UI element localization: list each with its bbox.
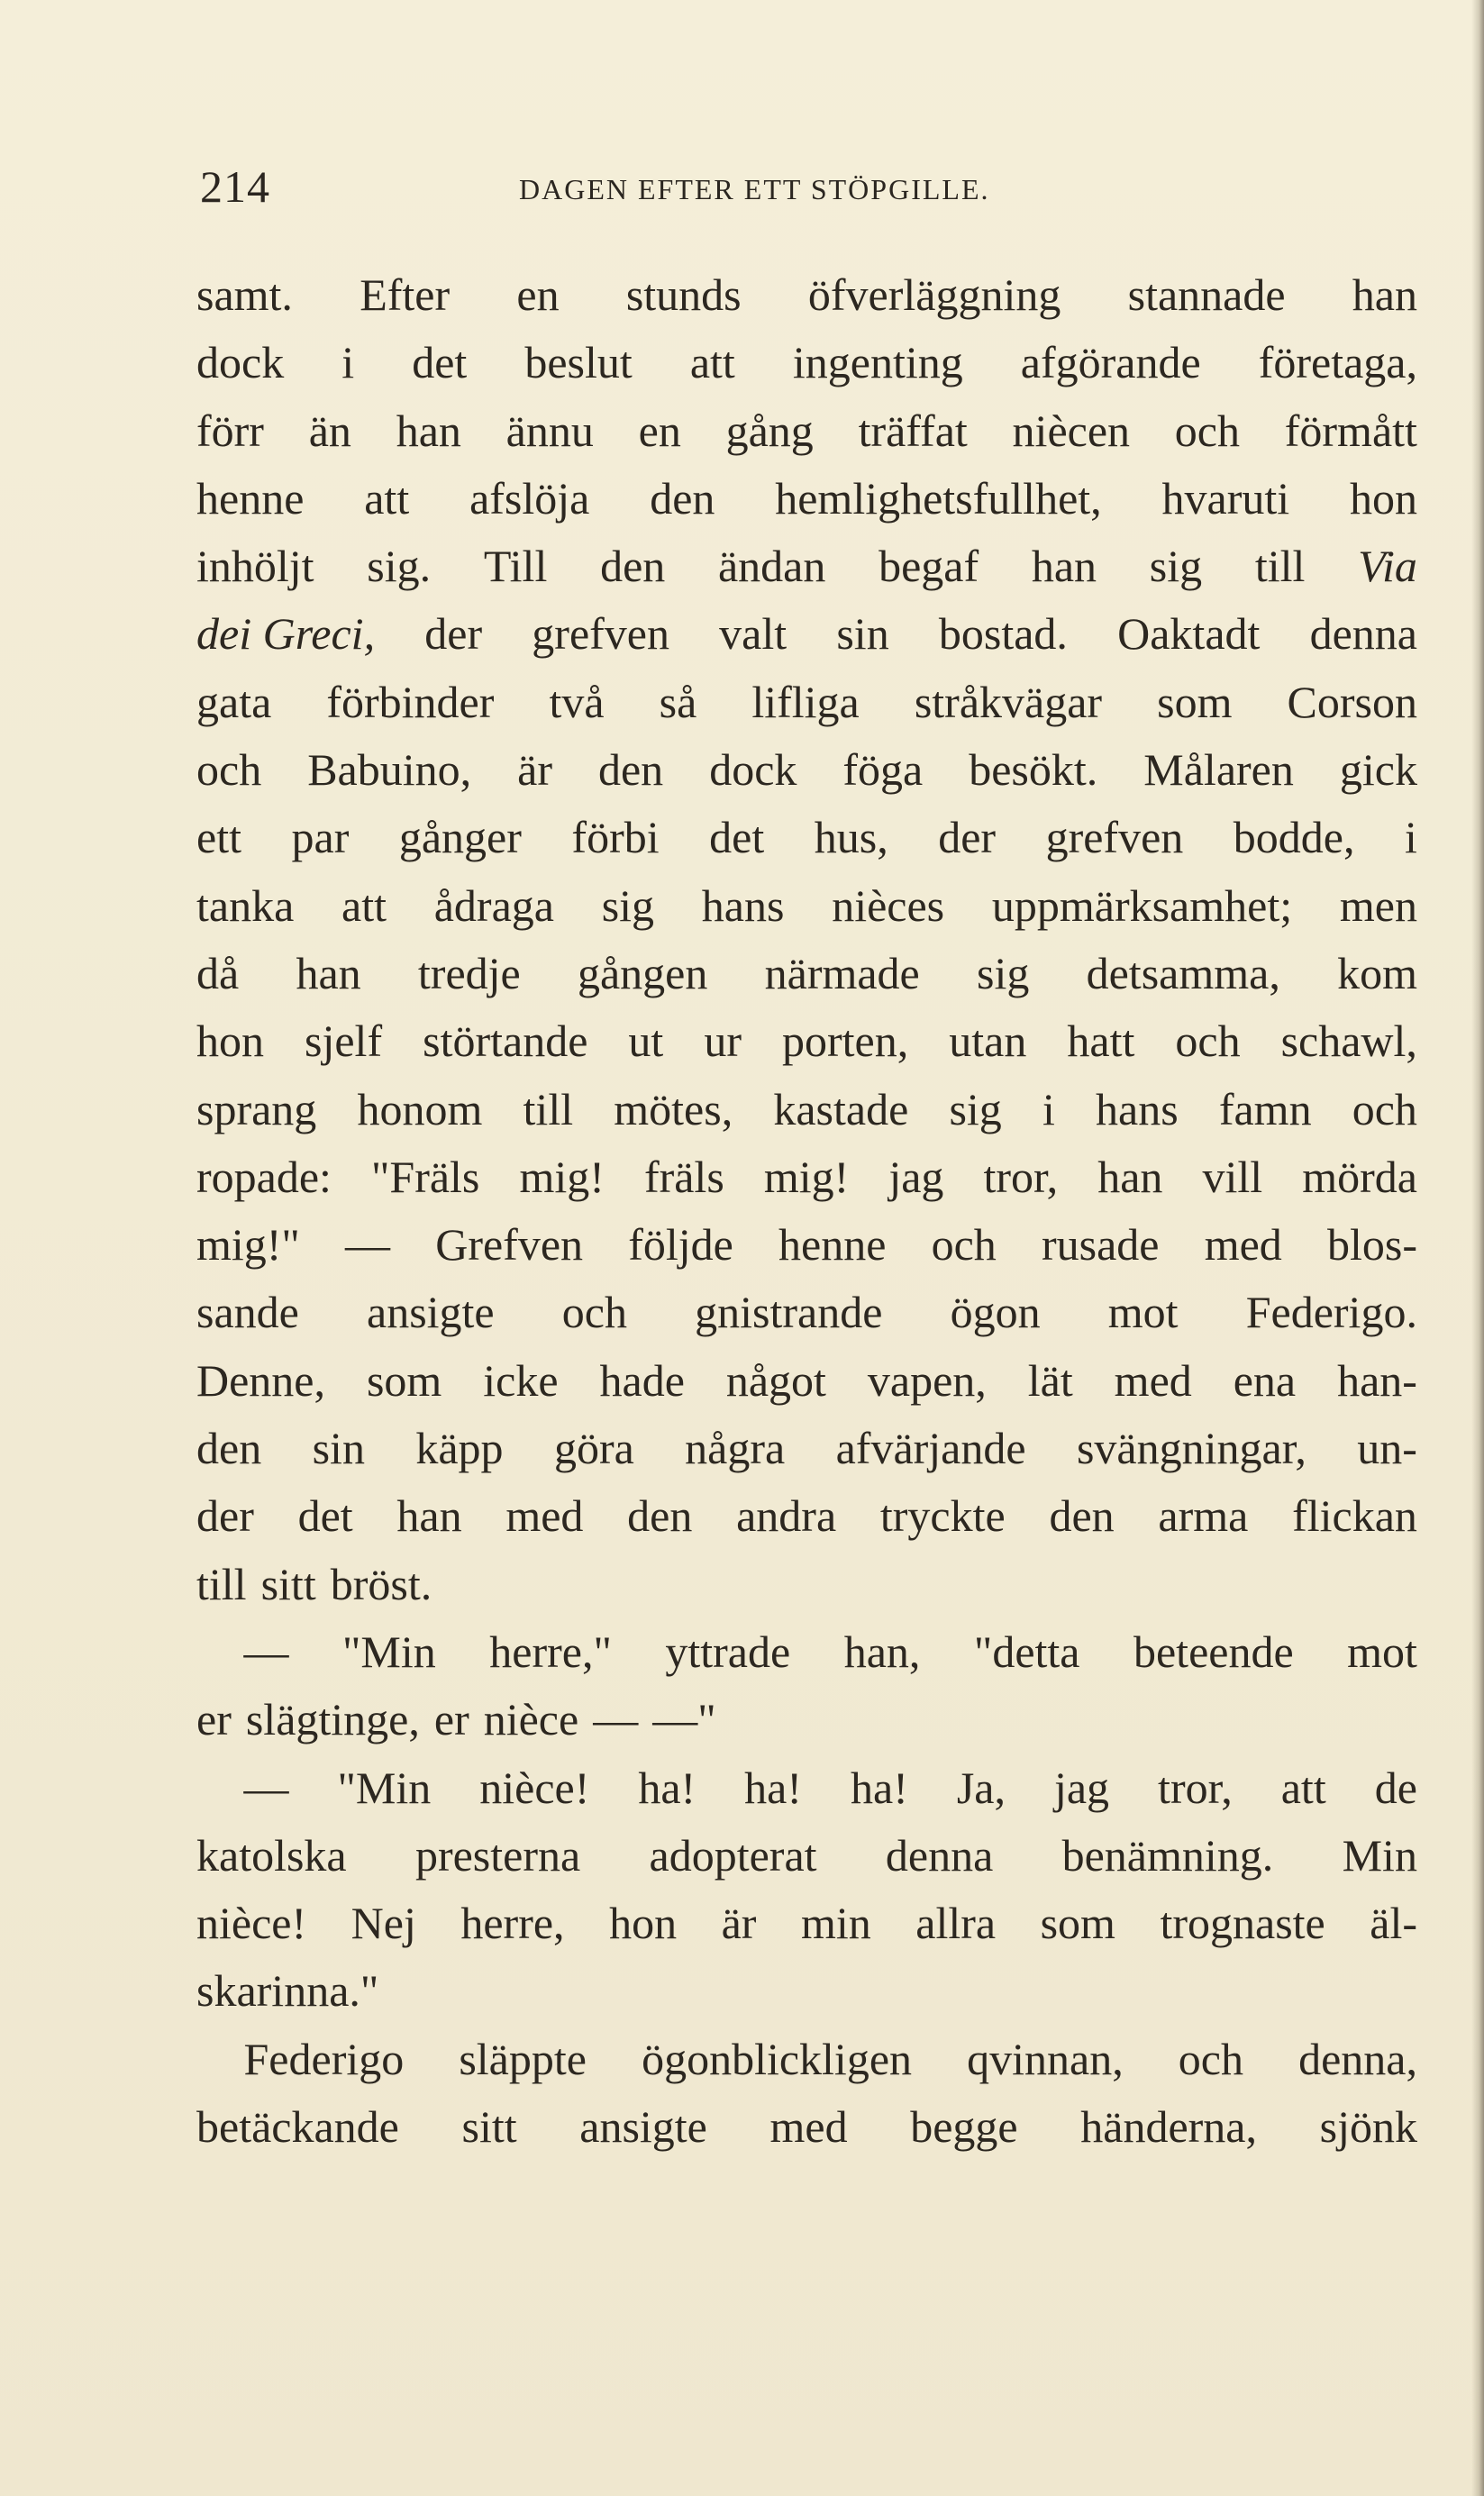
word: träffat xyxy=(858,405,968,456)
word: — xyxy=(243,1626,289,1677)
text-line xyxy=(196,600,1417,668)
word: sin xyxy=(836,608,889,660)
word: den xyxy=(597,744,664,796)
word: svängningar, xyxy=(1076,1423,1306,1474)
word: allra xyxy=(915,1898,997,1949)
word: förbinder xyxy=(326,676,495,727)
word: något xyxy=(725,1354,826,1406)
word: Babuino, xyxy=(307,744,472,796)
word: företaga, xyxy=(1258,337,1417,388)
word: afvärjande xyxy=(835,1423,1026,1474)
word: han xyxy=(1031,541,1097,592)
word: kastade xyxy=(773,1083,909,1134)
word: sjönk xyxy=(1319,2101,1417,2153)
word: mig! xyxy=(519,1151,605,1202)
text-line xyxy=(196,804,1417,871)
text-line xyxy=(196,1279,1417,1346)
word: dock xyxy=(196,337,285,388)
word: ha! xyxy=(638,1762,696,1813)
word: slägtinge, xyxy=(245,1694,420,1745)
word: betäckande xyxy=(196,2101,399,2153)
text-line xyxy=(196,1347,1417,1415)
text-line xyxy=(196,1076,1417,1143)
word: ögonblickligen xyxy=(642,2033,913,2084)
word: valt xyxy=(719,608,788,660)
word: han, xyxy=(843,1626,921,1677)
word: tror, xyxy=(1158,1762,1233,1813)
word: schawl, xyxy=(1280,1016,1417,1067)
word: "Min xyxy=(342,1626,436,1677)
word: med xyxy=(1204,1219,1282,1271)
text-line xyxy=(196,669,1417,736)
word: benämning. xyxy=(1061,1829,1274,1881)
word: som xyxy=(1040,1898,1115,1949)
word: Nej xyxy=(351,1898,416,1949)
word: och xyxy=(1352,1083,1417,1134)
text-line xyxy=(196,1890,1417,1957)
word: ögon xyxy=(950,1287,1041,1338)
word: hans xyxy=(1096,1083,1179,1134)
word: han xyxy=(1352,269,1417,320)
word: herre, xyxy=(460,1898,565,1949)
word: öfverläggning xyxy=(807,269,1061,320)
word: i xyxy=(1042,1083,1055,1134)
word: en xyxy=(638,405,681,456)
word: Till xyxy=(483,541,548,592)
word: ansigte xyxy=(579,2101,707,2153)
word: Denne, xyxy=(196,1354,325,1406)
word: hans xyxy=(701,879,785,931)
word: ropade: xyxy=(196,1151,332,1202)
word: ansigte xyxy=(367,1287,495,1338)
word: men xyxy=(1339,879,1417,931)
word: inhöljt xyxy=(196,541,314,592)
page-number: 214 xyxy=(200,161,270,212)
word: niècen xyxy=(1012,405,1131,456)
word: han xyxy=(396,1490,462,1542)
word: och xyxy=(561,1287,627,1338)
word: sig xyxy=(977,947,1030,998)
word: er xyxy=(196,1694,232,1745)
word: och xyxy=(1174,405,1240,456)
word: denna xyxy=(885,1829,994,1881)
word: detsamma, xyxy=(1086,947,1280,998)
word: gånger xyxy=(398,812,522,863)
word: han xyxy=(1097,1151,1163,1202)
word: nièce xyxy=(483,1694,579,1745)
word: stannade xyxy=(1127,269,1286,320)
text-line xyxy=(196,1143,1417,1211)
word: nièce! xyxy=(479,1762,590,1813)
word: bodde, xyxy=(1233,812,1355,863)
word: blos- xyxy=(1326,1219,1417,1271)
word: händerna, xyxy=(1080,2101,1257,2153)
word: så xyxy=(659,676,697,727)
word: ha! xyxy=(851,1762,908,1813)
text-line xyxy=(196,872,1417,940)
word: —" xyxy=(652,1694,716,1745)
word: der xyxy=(424,608,483,660)
word: med xyxy=(769,2101,848,2153)
word: Federigo xyxy=(243,2033,405,2084)
word: mig! xyxy=(763,1151,850,1202)
word: gången xyxy=(577,947,708,998)
word: sig xyxy=(1149,541,1203,592)
word: jag xyxy=(888,1151,944,1202)
word: hvaruti xyxy=(1161,472,1290,524)
word: min xyxy=(800,1898,871,1949)
word: tredje xyxy=(417,947,521,998)
word: — xyxy=(593,1694,639,1745)
word: un- xyxy=(1357,1423,1417,1474)
word: som xyxy=(366,1354,442,1406)
word: er xyxy=(433,1694,469,1745)
word: grefven xyxy=(1045,812,1184,863)
word: mörda xyxy=(1302,1151,1417,1202)
word: en xyxy=(516,269,560,320)
word: de xyxy=(1374,1762,1417,1813)
word: Ja, xyxy=(956,1762,1006,1813)
word: med xyxy=(1114,1354,1192,1406)
text-line xyxy=(196,1551,1417,1618)
word: sig. xyxy=(367,541,432,592)
text-line xyxy=(196,1822,1417,1890)
word: gång xyxy=(725,405,814,456)
word: herre," xyxy=(489,1626,612,1677)
word: yttrade xyxy=(665,1626,791,1677)
word: och xyxy=(1175,1016,1241,1067)
word: denna, xyxy=(1298,2033,1417,2084)
word: göra xyxy=(553,1423,634,1474)
word: föga xyxy=(842,744,924,796)
word: begaf xyxy=(879,541,979,592)
word: beteende xyxy=(1133,1626,1294,1677)
word: hatt xyxy=(1067,1016,1135,1067)
text-line xyxy=(196,1415,1417,1482)
word: störtande xyxy=(423,1016,588,1067)
word: bröst. xyxy=(330,1558,432,1609)
text-line xyxy=(196,1211,1417,1279)
word: mot xyxy=(1347,1626,1417,1677)
text-line xyxy=(196,1618,1417,1686)
word: — xyxy=(243,1762,289,1813)
word: i xyxy=(1405,812,1417,863)
word: vill xyxy=(1202,1151,1263,1202)
word: mot xyxy=(1107,1287,1179,1338)
word: Målaren xyxy=(1143,744,1294,796)
word: nièces xyxy=(832,879,945,931)
text-line xyxy=(196,736,1417,804)
word: till xyxy=(523,1083,574,1134)
word: kom xyxy=(1337,947,1417,998)
word: ingenting xyxy=(792,337,963,388)
word: fräls xyxy=(643,1151,724,1202)
word: Min xyxy=(1342,1829,1417,1881)
word: mig!" xyxy=(196,1219,300,1271)
word: den xyxy=(627,1490,693,1542)
word: sig xyxy=(949,1083,1002,1134)
text-line xyxy=(196,465,1417,533)
word: beslut xyxy=(524,337,633,388)
word: att xyxy=(1280,1762,1326,1813)
word: tryckte xyxy=(879,1490,1006,1542)
word: förmått xyxy=(1284,405,1417,456)
word: ur xyxy=(704,1016,742,1067)
word: "Min xyxy=(337,1762,432,1813)
word: ännu xyxy=(505,405,594,456)
word: denna xyxy=(1309,608,1417,660)
word: stunds xyxy=(625,269,742,320)
page-edge-shadow xyxy=(1471,0,1484,2496)
word: hemlighetsfullhet, xyxy=(775,472,1102,524)
word: afgörande xyxy=(1020,337,1201,388)
word: och xyxy=(196,744,262,796)
word: äl- xyxy=(1370,1898,1417,1949)
word: famn xyxy=(1218,1083,1312,1134)
page-header xyxy=(200,160,1416,223)
text-line xyxy=(196,1686,1417,1754)
word: än xyxy=(308,405,351,456)
word: Corson xyxy=(1287,676,1417,727)
word: ha! xyxy=(744,1762,803,1813)
word: hon xyxy=(609,1898,678,1949)
word: Federigo. xyxy=(1245,1287,1417,1338)
word: "Fräls xyxy=(370,1151,480,1202)
text-line xyxy=(196,940,1417,1007)
word: — xyxy=(345,1219,391,1271)
word: der xyxy=(938,812,997,863)
word: hon xyxy=(1350,472,1417,524)
word: till xyxy=(1254,541,1306,592)
word: mötes, xyxy=(614,1083,733,1134)
word: Oaktadt xyxy=(1117,608,1261,660)
word: ändan xyxy=(717,541,826,592)
word: hus, xyxy=(814,812,888,863)
word: sitt xyxy=(260,1558,316,1609)
word: följde xyxy=(628,1219,733,1271)
text-line xyxy=(196,329,1417,396)
text-line xyxy=(196,2026,1417,2093)
word: den xyxy=(1049,1490,1115,1542)
word: han xyxy=(296,947,361,998)
word: släppte xyxy=(459,2033,587,2084)
word: skarinna." xyxy=(196,1965,379,2017)
word: den xyxy=(196,1423,262,1474)
text-line xyxy=(196,2093,1417,2161)
italic-street-name: dei Greci, xyxy=(196,608,376,660)
word: lät xyxy=(1027,1354,1073,1406)
word: flickan xyxy=(1292,1490,1417,1542)
word: Efter xyxy=(360,269,451,320)
word: käpp xyxy=(415,1423,504,1474)
word: ett xyxy=(196,812,241,863)
word: det xyxy=(709,812,765,863)
word: gick xyxy=(1339,744,1417,796)
word: honom xyxy=(357,1083,483,1134)
word: tror, xyxy=(983,1151,1059,1202)
word: förbi xyxy=(571,812,660,863)
word: gata xyxy=(196,676,272,727)
word: hon xyxy=(196,1016,264,1067)
word: det xyxy=(297,1490,353,1542)
word: med xyxy=(505,1490,584,1542)
word: sig xyxy=(601,879,655,931)
italic-street-name: Via xyxy=(1358,541,1417,592)
word: förr xyxy=(196,405,264,456)
word: afslöja xyxy=(469,472,590,524)
body-text xyxy=(196,261,1417,2161)
word: der xyxy=(196,1490,254,1542)
word: qvinnan, xyxy=(967,2033,1124,2084)
word: han- xyxy=(1337,1354,1417,1406)
word: nièce! xyxy=(196,1898,307,1949)
word: samt. xyxy=(196,269,293,320)
word: grefven xyxy=(532,608,669,660)
word: presterna xyxy=(414,1829,581,1881)
word: är xyxy=(721,1898,757,1949)
text-line xyxy=(196,397,1417,465)
word: adopterat xyxy=(649,1829,817,1881)
word: det xyxy=(412,337,468,388)
word: henne xyxy=(196,472,305,524)
word: uppmärksamhet; xyxy=(991,879,1293,931)
text-line xyxy=(196,1482,1417,1550)
word: är xyxy=(517,744,552,796)
text-line xyxy=(196,1754,1417,1822)
word: lifliga xyxy=(751,676,860,727)
word: sjelf xyxy=(305,1016,383,1067)
word: som xyxy=(1157,676,1233,727)
word: och xyxy=(931,1219,997,1271)
word: sande xyxy=(196,1287,299,1338)
word: närmade xyxy=(764,947,920,998)
word: den xyxy=(650,472,715,524)
word: bostad. xyxy=(938,608,1068,660)
word: hade xyxy=(599,1354,685,1406)
word: rusade xyxy=(1042,1219,1160,1271)
word: att xyxy=(341,879,387,931)
word: han xyxy=(396,405,461,456)
text-line xyxy=(196,261,1417,329)
word: icke xyxy=(483,1354,559,1406)
word: att xyxy=(689,337,735,388)
word: några xyxy=(685,1423,786,1474)
word: då xyxy=(196,947,240,998)
word: till xyxy=(196,1558,247,1609)
word: utan xyxy=(949,1016,1027,1067)
word: besökt. xyxy=(969,744,1098,796)
word: sprang xyxy=(196,1083,317,1134)
running-title: DAGEN EFTER ETT STÖPGILLE. xyxy=(519,173,990,205)
text-line xyxy=(196,1007,1417,1075)
word: tanka xyxy=(196,879,295,931)
text-line xyxy=(196,1957,1417,2025)
word: par xyxy=(291,812,350,863)
word: andra xyxy=(736,1490,837,1542)
word: ena xyxy=(1233,1354,1297,1406)
word: den xyxy=(600,541,666,592)
word: stråkvägar xyxy=(914,676,1103,727)
word: porten, xyxy=(782,1016,909,1067)
word: och xyxy=(1178,2033,1243,2084)
word: sitt xyxy=(461,2101,517,2153)
word: ut xyxy=(628,1016,664,1067)
word: begge xyxy=(910,2101,1018,2153)
word: henne xyxy=(778,1219,887,1271)
word: "detta xyxy=(973,1626,1080,1677)
word: sin xyxy=(312,1423,365,1474)
word: katolska xyxy=(196,1829,347,1881)
word: jag xyxy=(1053,1762,1110,1813)
word: gnistrande xyxy=(695,1287,883,1338)
word: ådraga xyxy=(433,879,554,931)
word: två xyxy=(549,676,605,727)
word: dock xyxy=(709,744,797,796)
word: arma xyxy=(1158,1490,1249,1542)
word: trognaste xyxy=(1160,1898,1325,1949)
word: Grefven xyxy=(435,1219,584,1271)
word: i xyxy=(341,337,355,388)
word: vapen, xyxy=(867,1354,987,1406)
text-line xyxy=(196,533,1417,600)
word: att xyxy=(364,472,410,524)
